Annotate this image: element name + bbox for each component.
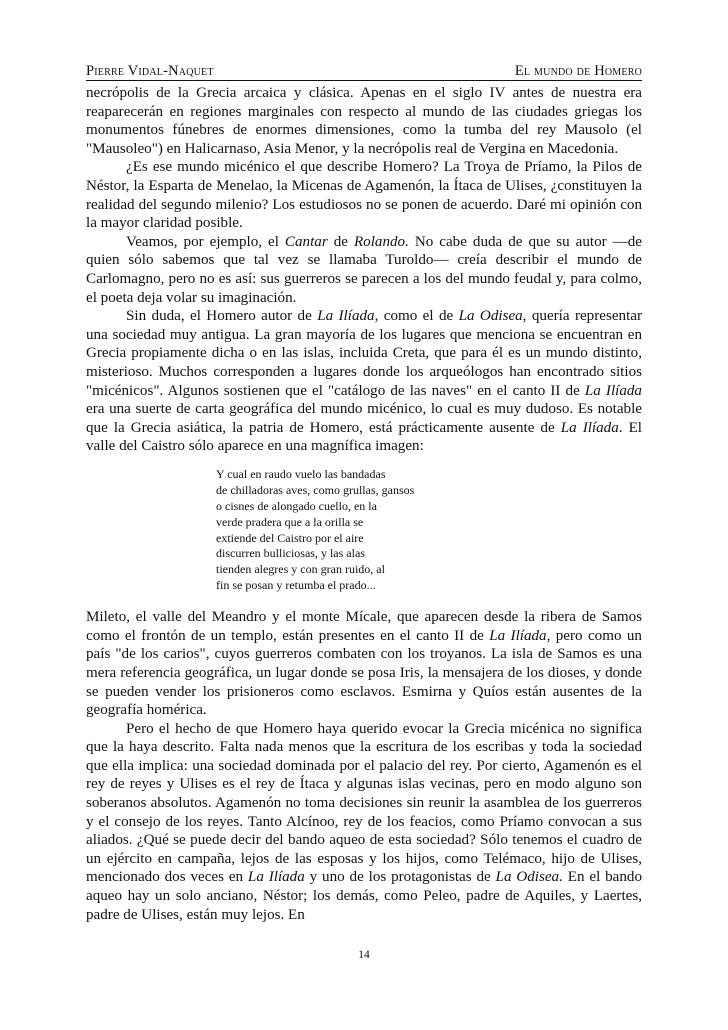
italic-title: La Ilíada, [489, 627, 551, 644]
header-author: Pierre Vidal-Naquet [86, 63, 214, 79]
text-run: En el bando aqueo hay un solo anciano, Néstor; los demás, como Peleo, padre de Aquiles, y Laertes, padre de Ulises, están muy lejos. En [86, 869, 643, 923]
text-run: Sin duda, el Homero autor de [126, 308, 318, 325]
italic-title: La Odisea, [458, 308, 527, 325]
verse-line: o cisnes de alongado cuello, en la [216, 498, 377, 513]
italic-title: La Odisea. [495, 869, 563, 886]
verse-line: discurren bulliciosas, y las alas [216, 546, 365, 561]
document-page [86, 64, 642, 924]
text-run: No cabe duda de que su autor —de quien sólo sabemos que tal vez se llamaba Turoldo— creía describir el mundo de Carlomagno, pero no es así: sus guerreros se parecen a los del mundo feudal y, para colmo, el poeta deja volar su imaginación. [86, 233, 643, 306]
text-run: . El valle del Caistro sólo aparece en una magnífica imagen: [86, 419, 642, 455]
italic-title: Cantar [284, 233, 328, 250]
italic-title: La Ilíada [560, 419, 619, 436]
paragraph [86, 307, 642, 456]
header-title: El mundo de Homero [514, 63, 642, 79]
text-run: necrópolis de la Grecia arcaica y clásica. Apenas en el siglo IV antes de nuestra era reaparecerán en regiones marginales con respecto al mundo de las ciudades griegas los monumentos fúnebres de enormes dimensiones, como la tumba del rey Mausolo (el "Mausoleo") en Halicarnaso, Asia Menor, y la necrópolis real de Vergina en Macedonia. [86, 85, 642, 157]
text-run: de [327, 233, 354, 250]
paragraph [86, 233, 642, 307]
running-header [86, 64, 642, 81]
italic-title: Rolando. [353, 233, 409, 250]
body-text [86, 84, 642, 924]
verse-line: fin se posan y retumba el prado... [216, 578, 376, 593]
verse-line: tienden alegres y con gran ruido, al [216, 562, 385, 577]
paragraphs-after-verse [86, 608, 642, 924]
paragraph [86, 608, 642, 720]
italic-title: La Ilíada [247, 869, 305, 886]
text-run: y uno de los protagonistas de [304, 869, 496, 886]
paragraph [86, 158, 642, 232]
text-run: , como el de [374, 308, 459, 325]
italic-title: La Ilíada [317, 308, 375, 325]
paragraph [86, 84, 642, 158]
italic-title: La Ilíada [584, 382, 642, 399]
verse-quotation [216, 467, 642, 594]
text-run: ¿Es ese mundo micénico el que describe Homero? La Troya de Príamo, la Pilos de Néstor, la Esparta de Menelao, la Micenas de Agamenón, la Ítaca de Ulises, ¿constituyen la realidad del segundo milenio? Los estudiosos no se ponen de acuerdo. Daré mi opinión con la mayor claridad posible. [86, 159, 642, 232]
verse-line: de chilladoras aves, como grullas, gansos [216, 482, 415, 497]
page-number: 14 [358, 949, 370, 961]
text-run: Mileto, el valle del Meandro y el monte Mícale, que aparecen desde la ribera de Samos como el frontón de un templo, están presentes en el canto II de [86, 609, 642, 644]
verse-line: extiende del Caistro por el aire [216, 530, 364, 545]
verse-line: verde pradera que a la orilla se [216, 514, 364, 529]
text-run: pero como un país "de los carios", cuyos guerreros combaten con los troyanos. La isla de Samos es una mera referencia geográfica, un lugar donde se posa Iris, la mensajera de los dioses, y donde se pueden vender los prisioneros como esclavos. Esmirna y Quíos están ausentes de la geografía homérica. [86, 627, 642, 719]
text-run: quería representar una sociedad muy antigua. La gran mayoría de los lugares que menciona se encuentran en Grecia propiamente dicha o en las islas, incluida Creta, que para él es un mundo distinto, misterioso. Muchos corresponden a lugares donde los arqueólogos han encontrado sitios "micénicos". Algunos sostienen que el "catálogo de las naves" en el canto II de [86, 308, 642, 399]
text-run: Veamos, por ejemplo, el [126, 233, 285, 250]
paragraph [86, 720, 642, 925]
text-run: era una suerte de carta geográfica del mundo micénico, lo cual es muy dudoso. Es notable que la Grecia asiática, la patria de Homero, está prácticamente ausente de [86, 401, 642, 436]
text-run: Pero el hecho de que Homero haya querido evocar la Grecia micénica no significa que la haya descrito. Falta nada menos que la escritura de los escribas y toda la sociedad que ella implica: una sociedad dominada por el palacio del rey. Por cierto, Agamenón es el rey de reyes y Ulises es el rey de Ítaca y algunas islas vecinas, pero en modo alguno son soberanos absolutos. Agamenón no toma decisiones sin reunir la asamblea de los guerreros y el consejo de los reyes. Tanto Alcínoo, rey de los feacios, como Príamo convocan a sus aliados. ¿Qué se puede decir del bando aqueo de esta sociedad? Sólo tenemos el cuadro de un ejército en campaña, lejos de las esposas y los hijos, como Telémaco, hijo de Ulises, mencionado dos veces en [86, 720, 642, 886]
verse-line: Y cual en raudo vuelo las bandadas [216, 466, 386, 481]
paragraphs-before-verse [86, 84, 642, 456]
